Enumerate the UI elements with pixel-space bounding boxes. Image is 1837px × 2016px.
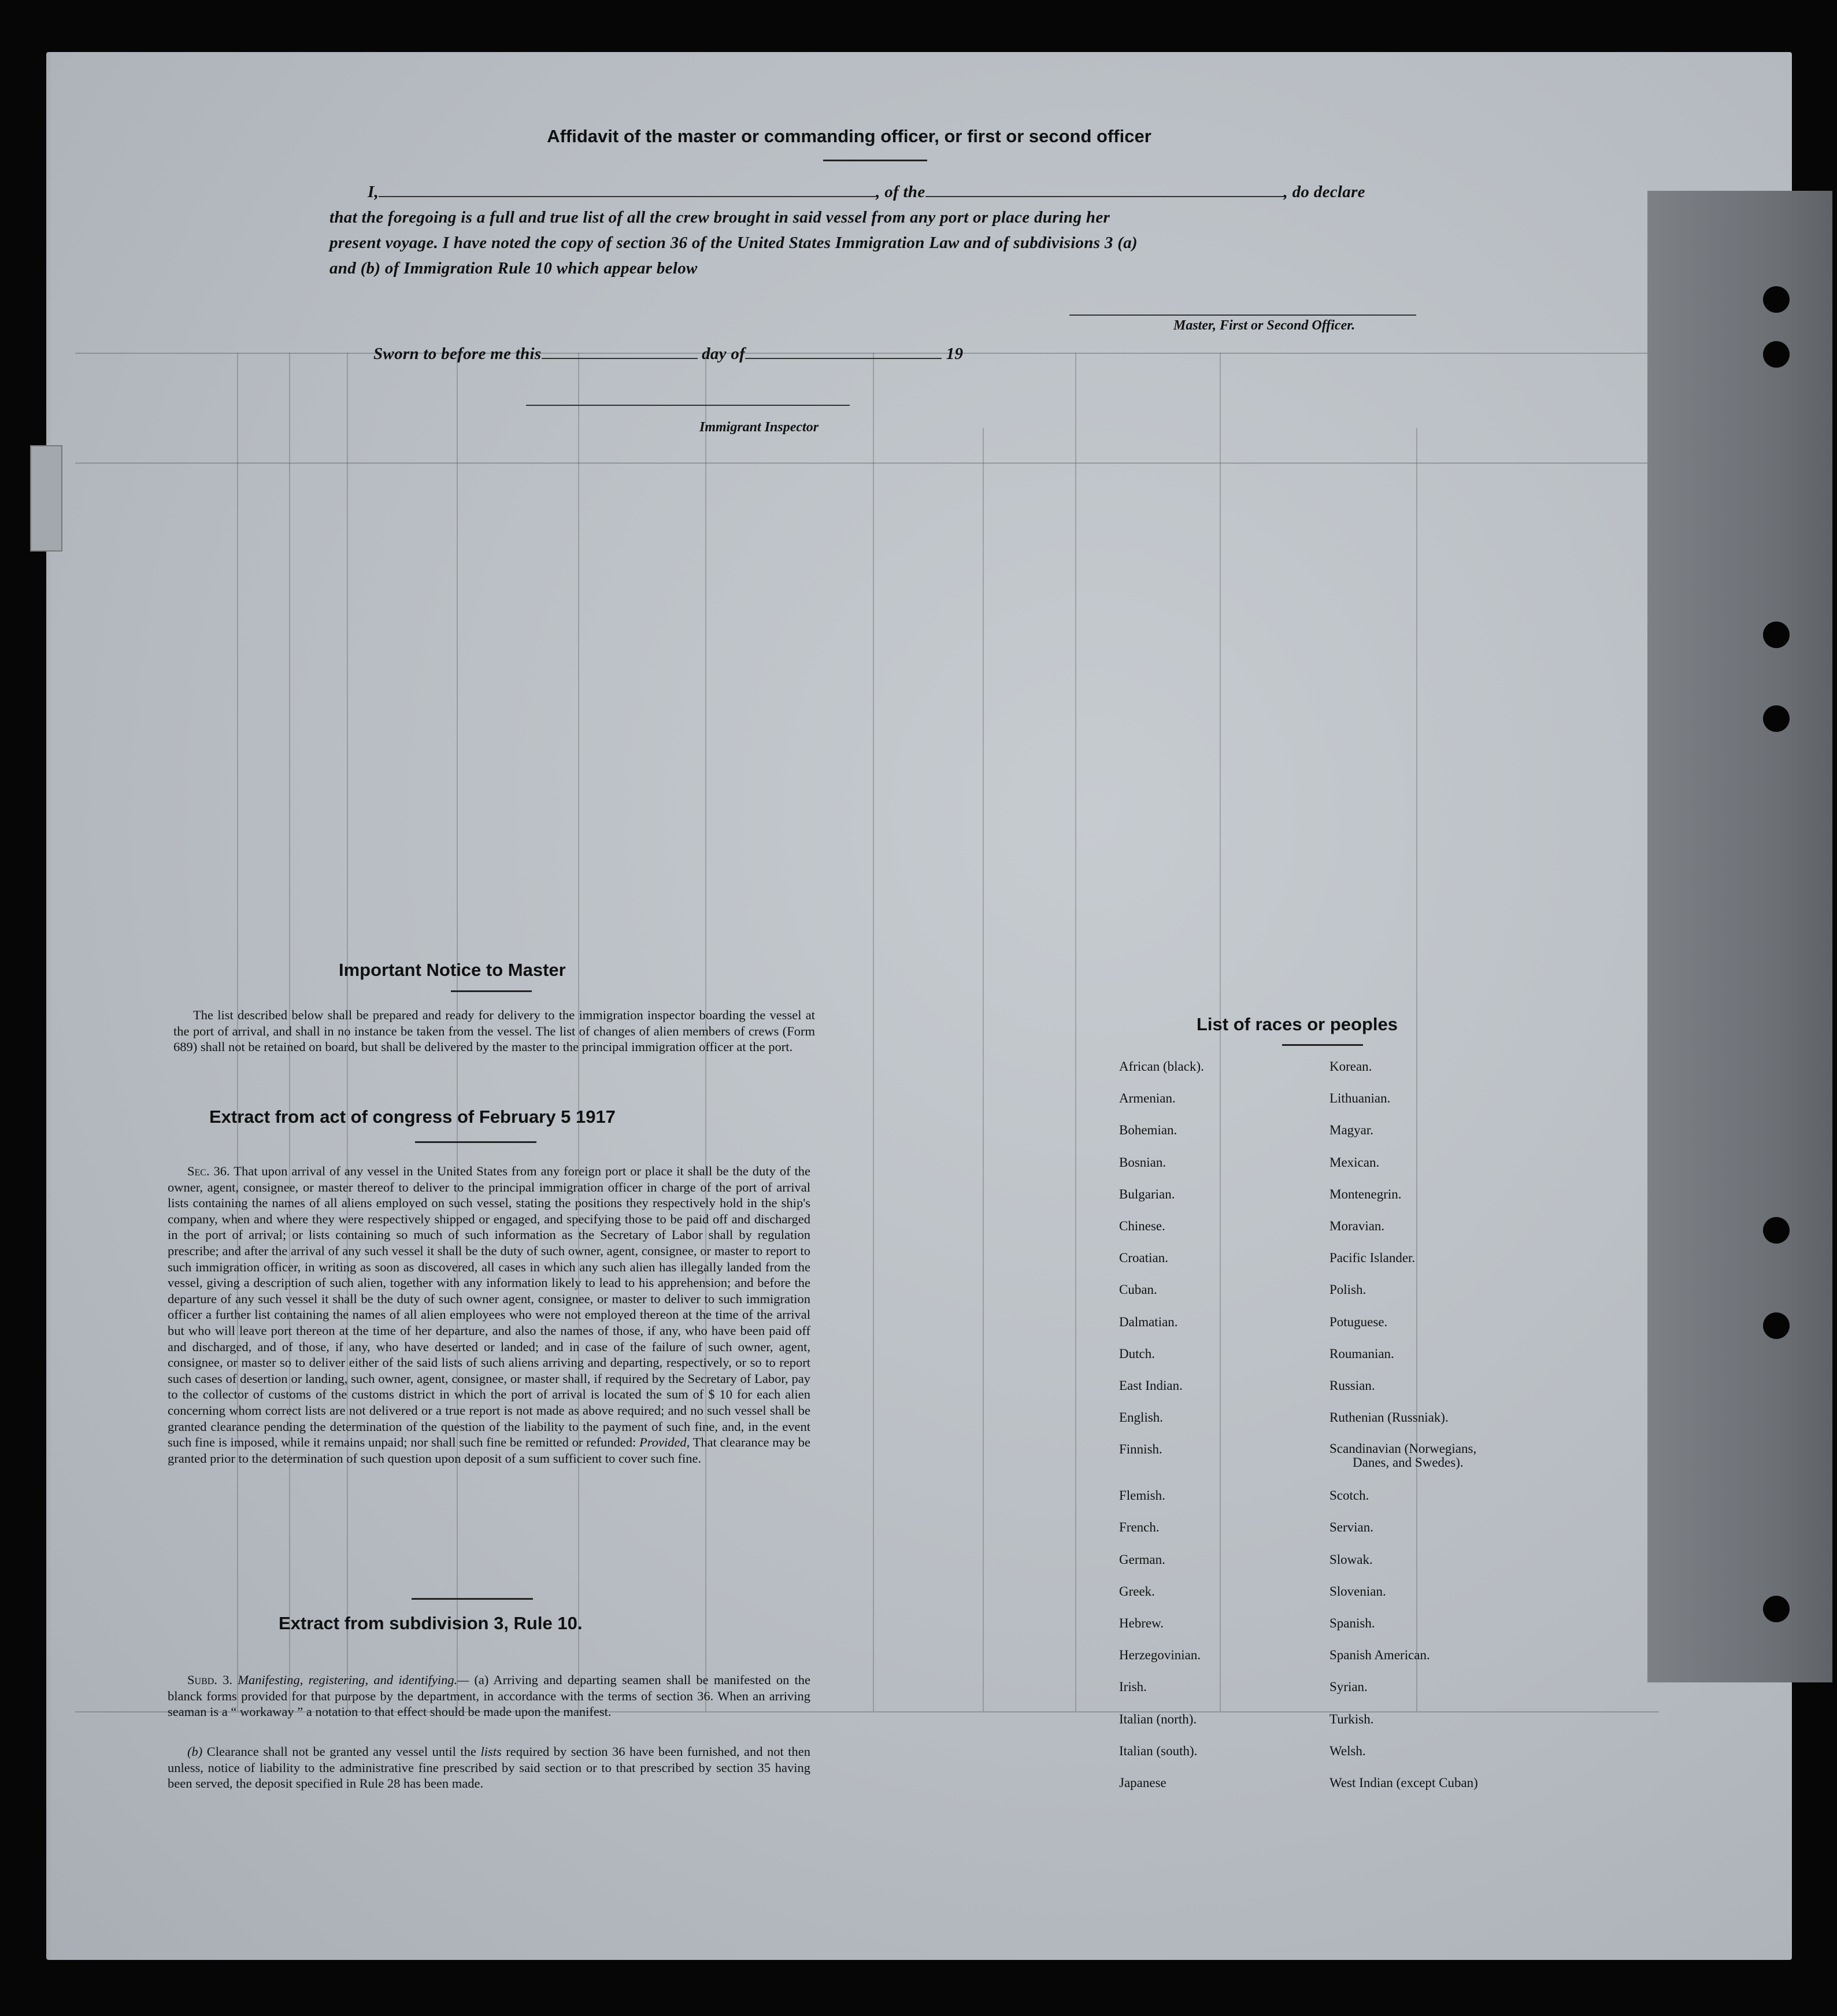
race-item: Cuban. — [1119, 1282, 1157, 1297]
race-item: West Indian (except Cuban) — [1329, 1775, 1478, 1790]
race-item: Turkish. — [1329, 1711, 1374, 1726]
binder-hole — [1763, 286, 1790, 313]
binder-hole — [1763, 705, 1790, 732]
sworn-line: Sworn to before me this day of 19 — [373, 345, 964, 363]
race-item: Chinese. — [1119, 1218, 1165, 1233]
race-item: Servian. — [1329, 1520, 1374, 1535]
bleed-column-line — [1075, 353, 1076, 1711]
races-right-column — [1329, 1059, 1478, 1807]
act-body: Sec. 36. That upon arrival of any vessel in the United States from any foreign port or place it shall be the duty of the owner, agent, consignee, or master thereof to deliver to the principal immigration officer in charge of the port of arrival lists containing the names of all aliens employed on such vessel, stating the positions they respectively hold in the ship's company, when and where they were respectively shipped or engaged, and specifying those to be paid off and discharged in the port of arrival; or lists containing so much of such information as the Secretary of Labor shall by regulation prescribe; and after the arrival of any such vessel it shall be the duty of such owner, agent, consignee, or master to report to such immigration officer, in writing as soon as discovered, all cases in which any such alien has illegally landed from the vessel, giving a description of such alien, together with any information likely to lead to his apprehension; and before the departure of any such vessel it shall be the duty of such owner agent, consignee, or master to deliver to such immigration officer a further list containing the names of all alien employees who were not employed thereon at the time of the arrival but who will leave port thereon at the time of her departure, and also the names of those, if any, who have been paid off and discharged, and of those, if any, who have deserted or landed; and in case of the failure of such owner, agent, consignee, or master so to deliver either of the said lists of such aliens arriving and departing, respectively, or so to report such cases of desertion or landing, such owner, agent, consignee, or master shall, if required by the Secretary of Labor, pay to the collector of customs of the customs district in which the port of arrival is located the sum of $ 10 for each alien concerning whom correct lists are not delivered or a true report is not made as above required; and no such vessel shall be granted clearance pending the determination of the question of the liability to the payment of such fine, and, in the event such fine is imposed, while it remains unpaid; nor shall such fine be remitted or refunded: Provided, That clearance may be granted prior to the determination of such question upon deposit of a sum sufficient to cover such fine. — [168, 1164, 811, 1466]
notice-title: Important Notice to Master — [339, 960, 566, 980]
paper-tab — [30, 445, 62, 552]
binder-hole — [1763, 1312, 1790, 1339]
rule-title: Extract from subdivision 3, Rule 10. — [279, 1613, 583, 1633]
binder-hole — [1763, 341, 1790, 368]
rule-body-a: Subd. 3. Manifesting, registering, and identifying.— (a) Arriving and departing seamen shall be manifested on the blanck forms provided for that purpose by the department, in accordance with the terms of section 36. When an arriving seaman is a “ workaway ” a notation to that effect should be made upon the manifest. — [168, 1673, 811, 1719]
race-item: Montenegrin. — [1329, 1186, 1402, 1201]
affidavit-title: Affidavit of the master or commanding officer, or first or second officer — [547, 126, 1151, 146]
race-item: Welsh. — [1329, 1743, 1366, 1758]
rule-body-b: (b) Clearance shall not be granted any vessel until the lists required by section 36 have been furnished, and not then unless, notice of liability to the administrative fine prescribed by said section or to that prescribed by section 35 having been served, the deposit specified in Rule 28 has been made. — [168, 1744, 811, 1791]
races-title: List of races or peoples — [1197, 1014, 1398, 1034]
race-item: Bulgarian. — [1119, 1186, 1175, 1201]
inspector-signature-line — [526, 405, 850, 406]
race-item: Ruthenian (Russniak). — [1329, 1410, 1449, 1425]
notice-body: The list described below shall be prepared and ready for delivery to the immigration inspector boarding the vessel at the port of arrival, and shall in no instance be taken from the vessel. The list of changes of alien members of crews (Form 689) shall not be retained on board, but shall be delivered by the master to the principal immigration officer at the port. — [173, 1008, 815, 1055]
binder-hole — [1763, 622, 1790, 648]
race-item: German. — [1119, 1552, 1165, 1567]
race-item: Irish. — [1119, 1680, 1147, 1695]
race-item: Italian (north). — [1119, 1711, 1197, 1726]
bleed-rule — [75, 463, 1659, 464]
races-underline — [1282, 1044, 1363, 1046]
act-title: Extract from act of congress of February 5 1917 — [209, 1107, 616, 1127]
title-underline — [823, 160, 927, 161]
race-item: Italian (south). — [1119, 1743, 1198, 1758]
race-item: Spanish American. — [1329, 1648, 1430, 1663]
race-item: Scandinavian (Norwegians, Danes, and Swedes). — [1329, 1441, 1477, 1470]
race-item: Magyar. — [1329, 1123, 1374, 1138]
affidavit-line-3: present voyage. I have noted the copy of section 36 of the United States Immigration Law and of subdivisions 3 (a) — [329, 234, 1138, 252]
rule-overline — [412, 1598, 533, 1600]
race-item: Armenian. — [1119, 1091, 1176, 1106]
binder-hole — [1763, 1596, 1790, 1622]
race-item: East Indian. — [1119, 1378, 1183, 1393]
race-item: Russian. — [1329, 1378, 1375, 1393]
race-item: Moravian. — [1329, 1218, 1385, 1233]
race-item: Mexican. — [1329, 1155, 1380, 1170]
race-item: Japanese — [1119, 1775, 1166, 1790]
race-item: Bosnian. — [1119, 1155, 1166, 1170]
race-item: Pacific Islander. — [1329, 1251, 1416, 1266]
race-item: Scotch. — [1329, 1488, 1369, 1503]
race-item: Bohemian. — [1119, 1123, 1177, 1138]
section-label: Sec. 36. — [187, 1164, 230, 1178]
race-item: Korean. — [1329, 1059, 1372, 1074]
binder-hole — [1763, 1217, 1790, 1244]
race-item: African (black). — [1119, 1059, 1204, 1074]
inspector-caption: Immigrant Inspector — [699, 420, 819, 435]
race-item: Syrian. — [1329, 1680, 1368, 1695]
race-item: Dalmatian. — [1119, 1314, 1178, 1329]
race-item: Dutch. — [1119, 1346, 1155, 1361]
race-item: Polish. — [1329, 1282, 1366, 1297]
race-item: Potuguese. — [1329, 1314, 1388, 1329]
race-item: Lithuanian. — [1329, 1091, 1391, 1106]
affidavit-line-2: that the foregoing is a full and true list of all the crew brought in said vessel from any port or place during her — [329, 208, 1110, 227]
act-underline — [415, 1141, 536, 1143]
bleed-column-line — [983, 428, 984, 1711]
race-item: Spanish. — [1329, 1616, 1375, 1630]
affidavit-line-1: I, , of the , do declare — [368, 183, 1365, 201]
race-item: English. — [1119, 1410, 1164, 1425]
race-item: Slovenian. — [1329, 1584, 1386, 1599]
bleed-column-line — [873, 353, 874, 1711]
race-item: French. — [1119, 1520, 1160, 1535]
race-item: Greek. — [1119, 1584, 1155, 1599]
master-signature-caption: Master, First or Second Officer. — [1173, 318, 1355, 333]
affidavit-line-4: and (b) of Immigration Rule 10 which appear below — [329, 259, 698, 278]
race-item: Herzegovinian. — [1119, 1648, 1201, 1663]
race-item: Roumanian. — [1329, 1346, 1394, 1361]
races-left-column — [1119, 1059, 1204, 1807]
notice-underline — [451, 990, 532, 992]
race-item: Finnish. — [1119, 1442, 1162, 1457]
race-item: Flemish. — [1119, 1488, 1165, 1503]
master-signature-line — [1069, 315, 1416, 316]
attached-page-strip — [1647, 191, 1832, 1682]
race-item: Hebrew. — [1119, 1616, 1164, 1630]
race-item: Croatian. — [1119, 1251, 1168, 1266]
race-item: Slowak. — [1329, 1552, 1373, 1567]
